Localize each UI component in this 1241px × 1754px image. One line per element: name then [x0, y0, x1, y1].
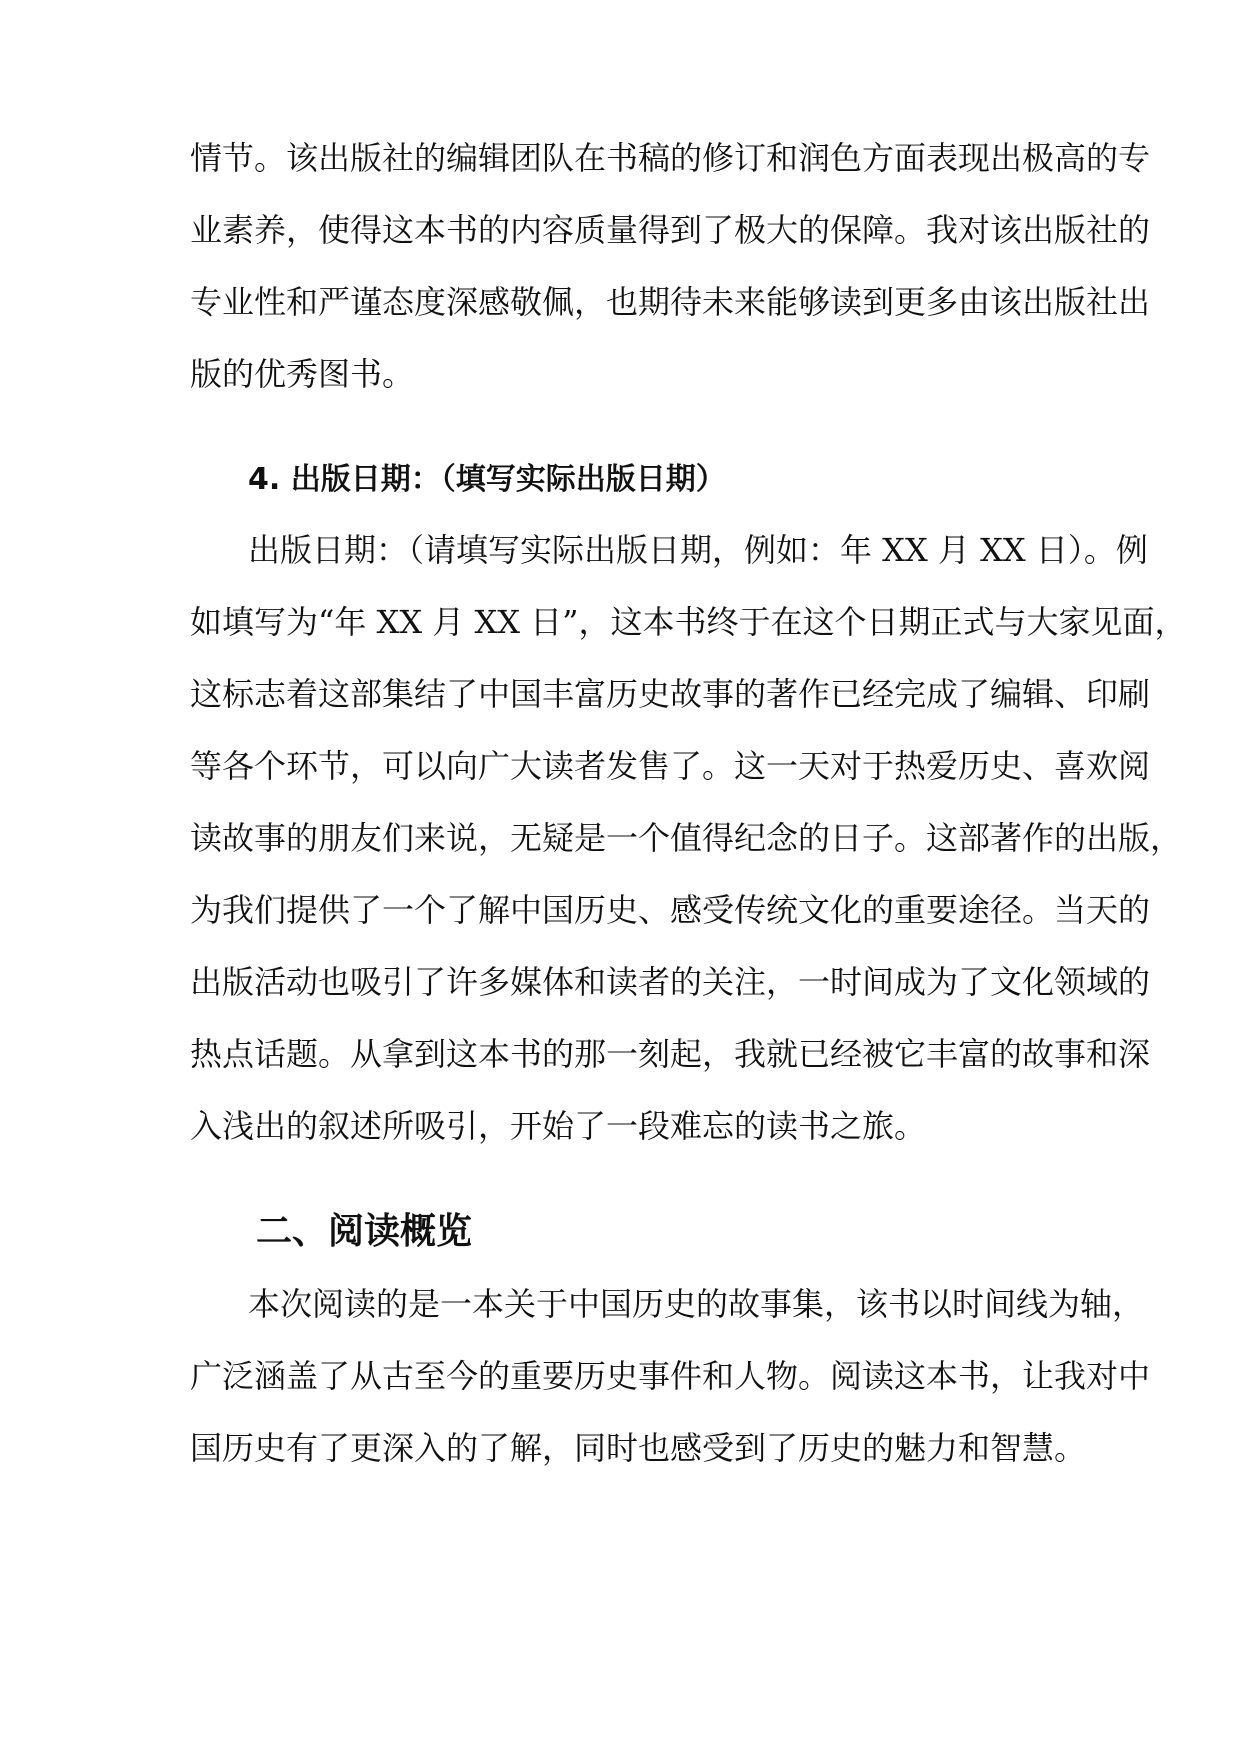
paragraph-line: 热点话题。从拿到这本书的那一刻起，我就已经被它丰富的故事和深	[190, 1035, 1151, 1073]
paragraph-line: 读故事的朋友们来说，无疑是一个值得纪念的日子。这部著作的出版，	[190, 819, 1183, 857]
paragraph-line: 情节。该出版社的编辑团队在书稿的修订和润色方面表现出极高的专	[190, 139, 1151, 177]
paragraph-line: 这标志着这部集结了中国丰富历史故事的著作已经完成了编辑、印刷	[190, 675, 1151, 713]
paragraph-line: 等各个环节，可以向广大读者发售了。这一天对于热爱历史、喜欢阅	[190, 747, 1151, 785]
paragraph-line: 版的优秀图书。	[190, 355, 415, 393]
paragraph-line: 如填写为“年 XX 月 XX 日”，这本书终于在这个日期正式与大家见面，	[190, 603, 1187, 641]
paragraph-line: 专业性和严谨态度深感敬佩，也期待未来能够读到更多由该出版社出	[190, 283, 1151, 321]
paragraph-line: 出版活动也吸引了许多媒体和读者的关注，一时间成为了文化领域的	[190, 963, 1151, 1001]
paragraph-line: 本次阅读的是一本关于中国历史的故事集，该书以时间线为轴，	[248, 1285, 1145, 1323]
paragraph-line: 国历史有了更深入的了解，同时也感受到了历史的魅力和智慧。	[190, 1429, 1087, 1467]
paragraph-line: 业素养，使得这本书的内容质量得到了极大的保障。我对该出版社的	[190, 211, 1151, 249]
paragraph-line: 广泛涵盖了从古至今的重要历史事件和人物。阅读这本书，让我对中	[190, 1357, 1151, 1395]
subheading-publish-date: 4. 出版日期：（填写实际出版日期）	[248, 462, 726, 497]
section-heading-reading-overview: 二、阅读概览	[256, 1211, 473, 1252]
paragraph-line: 入浅出的叙述所吸引，开始了一段难忘的读书之旅。	[190, 1107, 927, 1145]
paragraph-line: 为我们提供了一个了解中国历史、感受传统文化的重要途径。当天的	[190, 891, 1151, 929]
paragraph-line: 出版日期：（请填写实际出版日期，例如：年 XX 月 XX 日）。例	[248, 531, 1148, 569]
